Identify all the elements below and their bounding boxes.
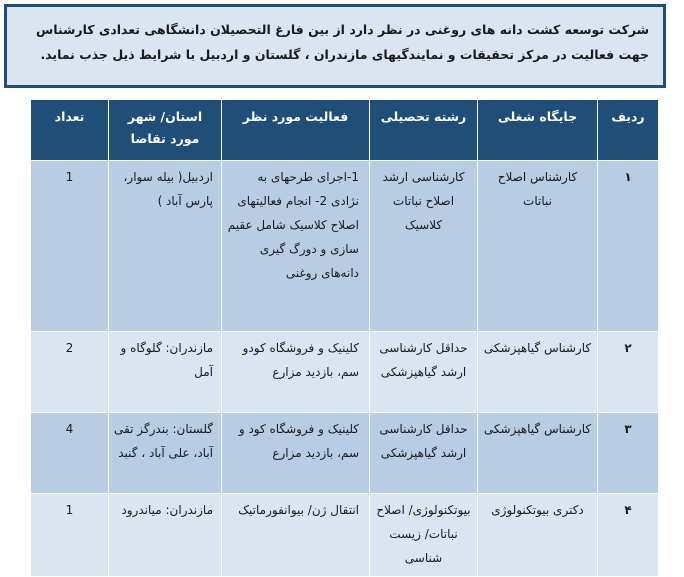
announcement-line-1: شرکت توسعه کشت دانه های روغنی در نظر دارد از بین فارغ التحصیلان دانشگاهی تعدادی کارشناس — [36, 22, 649, 37]
row-number: ۱ — [598, 161, 659, 332]
table-row — [31, 161, 659, 332]
activity-cell: 1-اجرای طرحهای به نژادی 2- انجام فعالیتهای اصلاح کلاسیک شامل عقیم سازی و دورگ گیری دانه‌های روغنی — [222, 161, 370, 332]
field-cell: حداقل کارشناسی ارشد گیاهپزشکی — [370, 332, 478, 413]
header-province: استان/ شهر مورد تقاضا — [109, 100, 222, 161]
field-cell: حداقل کارشناسی ارشد گیاهپزشکی — [370, 413, 478, 494]
province-cell: اردبیل( بیله سوار، پارس آباد ) — [109, 161, 222, 332]
row-number: ۴ — [598, 494, 659, 577]
table-header-row — [31, 100, 659, 161]
count-cell: 1 — [31, 161, 109, 332]
table-row — [31, 332, 659, 413]
province-cell: مازندران: گلوگاه و آمل — [109, 332, 222, 413]
position-cell: دکتری بیوتکنولوژی — [478, 494, 598, 577]
announcement-line-2: جهت فعالیت در مرکز تحقیقات و نمایندگیهای مازندران ، گلستان و اردبیل با شرایط ذیل جذب نماید. — [40, 47, 649, 62]
row-number: ۲ — [598, 332, 659, 413]
count-cell: 4 — [31, 413, 109, 494]
field-cell: کارشناسی ارشد اصلاح نباتات کلاسیک — [370, 161, 478, 332]
job-requirements-table — [30, 99, 659, 577]
row-number: ۳ — [598, 413, 659, 494]
count-cell: 1 — [31, 494, 109, 577]
activity-cell: کلینیک و فروشگاه کودو سم، بازدید مزارع — [222, 332, 370, 413]
header-count: تعداد — [31, 100, 109, 161]
position-cell: کارشناس اصلاح نباتات — [478, 161, 598, 332]
field-cell: بیوتکنولوژی/ اصلاح نباتات/ زیست شناسی — [370, 494, 478, 577]
province-cell: مازندران: میاندرود — [109, 494, 222, 577]
position-cell: کارشناس گیاهپزشکی — [478, 413, 598, 494]
activity-cell: انتقال ژن/ بیوانفورماتیک — [222, 494, 370, 577]
header-position: جایگاه شغلی — [478, 100, 598, 161]
table-row — [31, 494, 659, 577]
count-cell: 2 — [31, 332, 109, 413]
header-activity: فعالیت مورد نظر — [222, 100, 370, 161]
announcement-box — [4, 4, 666, 88]
activity-cell: کلینیک و فروشگاه کود و سم، بازدید مزارع — [222, 413, 370, 494]
table-row — [31, 413, 659, 494]
province-cell: گلستان: بندرگز تقی آباد، علی آباد ، گنبد — [109, 413, 222, 494]
header-field: رشته تحصیلی — [370, 100, 478, 161]
position-cell: کارشناس گیاهپزشکی — [478, 332, 598, 413]
header-row-number: ردیف — [598, 100, 659, 161]
